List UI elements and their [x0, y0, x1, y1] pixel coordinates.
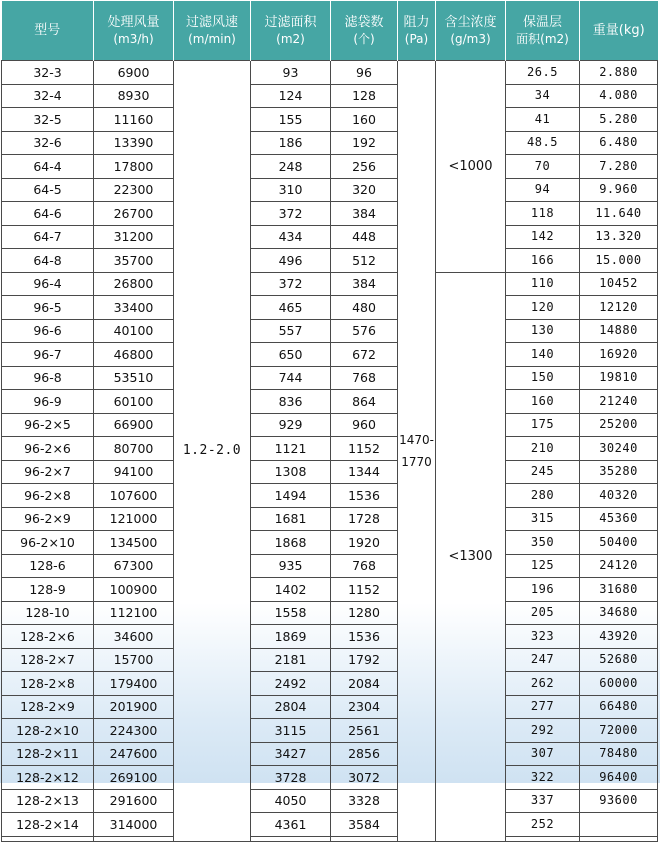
weight-cell: 10452	[580, 272, 658, 296]
insulation-area-cell: 280	[506, 484, 580, 508]
model-cell: 128-2×6	[2, 625, 94, 649]
table-row	[2, 719, 658, 743]
airflow-cell: 11160	[94, 108, 174, 132]
filter-area-cell: 155	[251, 108, 331, 132]
table-row	[2, 390, 658, 414]
model-cell: 32-3	[2, 61, 94, 85]
insulation-area-cell: 110	[506, 272, 580, 296]
model-cell: 96-4	[2, 272, 94, 296]
model-cell: 128-2×8	[2, 672, 94, 696]
weight-cell: 11.640	[580, 202, 658, 226]
bag-count-cell: 384	[331, 272, 398, 296]
model-cell: 64-4	[2, 155, 94, 179]
filter-area-cell: 248	[251, 155, 331, 179]
model-cell: 64-7	[2, 225, 94, 249]
airflow-cell: 31200	[94, 225, 174, 249]
insulation-area-cell: 292	[506, 719, 580, 743]
table-row	[2, 578, 658, 602]
filter-area-cell: 1681	[251, 507, 331, 531]
filter-area-cell: 4050	[251, 789, 331, 813]
insulation-area-cell: 350	[506, 531, 580, 555]
bag-count-cell: 512	[331, 249, 398, 273]
weight-cell: 72000	[580, 719, 658, 743]
insulation-area-cell: 150	[506, 366, 580, 390]
filter-area-cell: 1402	[251, 578, 331, 602]
bag-count-cell: 480	[331, 296, 398, 320]
bag-count-cell: 1536	[331, 625, 398, 649]
weight-cell: 6.480	[580, 131, 658, 155]
filter-area-cell: 93	[251, 61, 331, 85]
table-row	[2, 531, 658, 555]
airflow-cell: 94100	[94, 460, 174, 484]
airflow-cell: 34600	[94, 625, 174, 649]
model-cell: 64-6	[2, 202, 94, 226]
filter-area-cell: 1868	[251, 531, 331, 555]
filter-area-cell: 1558	[251, 601, 331, 625]
insulation-area-cell: 48.5	[506, 131, 580, 155]
insulation-area-cell: 247	[506, 648, 580, 672]
insulation-area-cell: 41	[506, 108, 580, 132]
insulation-area-cell: 94	[506, 178, 580, 202]
weight-cell: 96400	[580, 766, 658, 790]
airflow-cell: 8930	[94, 84, 174, 108]
model-cell: 96-7	[2, 343, 94, 367]
insulation-area-cell: 125	[506, 554, 580, 578]
bag-count-cell: 1344	[331, 460, 398, 484]
bag-count-cell: 160	[331, 108, 398, 132]
header-row	[2, 1, 658, 61]
insulation-area-cell: 323	[506, 625, 580, 649]
table-row	[2, 672, 658, 696]
filter-area-cell: 1494	[251, 484, 331, 508]
table-row	[2, 178, 658, 202]
model-cell: 96-6	[2, 319, 94, 343]
weight-cell: 2.880	[580, 61, 658, 85]
bag-count-cell: 1920	[331, 531, 398, 555]
header-dust-concentration: 含尘浓度 (g/m3)	[436, 1, 506, 61]
weight-cell: 4.080	[580, 84, 658, 108]
airflow-cell: 121000	[94, 507, 174, 531]
model-cell: 64-8	[2, 249, 94, 273]
airflow-cell: 53510	[94, 366, 174, 390]
spacer-cell	[331, 836, 398, 841]
bag-count-cell: 960	[331, 413, 398, 437]
table-row	[2, 742, 658, 766]
weight-cell: 15.000	[580, 249, 658, 273]
bag-count-cell: 1152	[331, 437, 398, 461]
bag-count-cell: 384	[331, 202, 398, 226]
table-row	[2, 84, 658, 108]
weight-cell: 34680	[580, 601, 658, 625]
model-cell: 128-2×13	[2, 789, 94, 813]
model-cell: 32-6	[2, 131, 94, 155]
bag-count-cell: 2856	[331, 742, 398, 766]
weight-cell: 93600	[580, 789, 658, 813]
model-cell: 128-2×14	[2, 813, 94, 837]
dust-concentration-cell: <1000	[436, 61, 506, 273]
table-row	[2, 601, 658, 625]
insulation-area-cell: 196	[506, 578, 580, 602]
weight-cell: 7.280	[580, 155, 658, 179]
weight-cell: 52680	[580, 648, 658, 672]
airflow-cell: 17800	[94, 155, 174, 179]
table-row	[2, 225, 658, 249]
airflow-cell: 100900	[94, 578, 174, 602]
airflow-cell: 224300	[94, 719, 174, 743]
insulation-area-cell: 262	[506, 672, 580, 696]
weight-cell: 30240	[580, 437, 658, 461]
table-row	[2, 202, 658, 226]
filter-area-cell: 557	[251, 319, 331, 343]
filter-area-cell: 836	[251, 390, 331, 414]
table-row	[2, 319, 658, 343]
weight-cell: 5.280	[580, 108, 658, 132]
filter-area-cell: 372	[251, 272, 331, 296]
weight-cell: 16920	[580, 343, 658, 367]
filter-area-cell: 2181	[251, 648, 331, 672]
filter-area-cell: 496	[251, 249, 331, 273]
filter-area-cell: 4361	[251, 813, 331, 837]
resistance-cell	[398, 61, 436, 842]
weight-cell: 78480	[580, 742, 658, 766]
insulation-area-cell: 245	[506, 460, 580, 484]
bag-count-cell: 2561	[331, 719, 398, 743]
airflow-cell: 6900	[94, 61, 174, 85]
table-row	[2, 272, 658, 296]
bag-count-cell: 3072	[331, 766, 398, 790]
airflow-cell: 60100	[94, 390, 174, 414]
airflow-cell: 201900	[94, 695, 174, 719]
filter-area-cell: 3728	[251, 766, 331, 790]
bag-count-cell: 448	[331, 225, 398, 249]
model-cell: 96-2×9	[2, 507, 94, 531]
table-row	[2, 437, 658, 461]
bag-count-cell: 864	[331, 390, 398, 414]
header-filter-area: 过滤面积 (m2)	[251, 1, 331, 61]
insulation-area-cell: 70	[506, 155, 580, 179]
airflow-cell: 13390	[94, 131, 174, 155]
airflow-cell: 33400	[94, 296, 174, 320]
insulation-area-cell: 118	[506, 202, 580, 226]
filter-area-cell: 465	[251, 296, 331, 320]
model-cell: 96-2×8	[2, 484, 94, 508]
table-row	[2, 108, 658, 132]
table-row	[2, 766, 658, 790]
bag-count-cell: 1152	[331, 578, 398, 602]
insulation-area-cell: 166	[506, 249, 580, 273]
airflow-cell: 247600	[94, 742, 174, 766]
airflow-cell: 179400	[94, 672, 174, 696]
resistance-value-bottom: 1770	[401, 454, 432, 469]
table-row	[2, 625, 658, 649]
model-cell: 128-2×9	[2, 695, 94, 719]
airflow-cell: 26700	[94, 202, 174, 226]
filter-area-cell: 1121	[251, 437, 331, 461]
bag-count-cell: 576	[331, 319, 398, 343]
bag-count-cell: 1792	[331, 648, 398, 672]
model-cell: 32-5	[2, 108, 94, 132]
table-row	[2, 366, 658, 390]
spacer-cell	[2, 836, 94, 841]
insulation-area-cell: 130	[506, 319, 580, 343]
filter-area-cell: 3427	[251, 742, 331, 766]
insulation-area-cell: 142	[506, 225, 580, 249]
table-row	[2, 131, 658, 155]
weight-cell: 12120	[580, 296, 658, 320]
airflow-cell: 269100	[94, 766, 174, 790]
bag-count-cell: 128	[331, 84, 398, 108]
weight-cell: 35280	[580, 460, 658, 484]
filter-area-cell: 650	[251, 343, 331, 367]
insulation-area-cell: 34	[506, 84, 580, 108]
airflow-cell: 134500	[94, 531, 174, 555]
table-row	[2, 61, 658, 85]
table-row	[2, 484, 658, 508]
table-row	[2, 249, 658, 273]
resistance-value-top: 1470-	[399, 432, 434, 447]
weight-cell: 40320	[580, 484, 658, 508]
header-resistance: 阻力 (Pa)	[398, 1, 436, 61]
filter-area-cell: 2492	[251, 672, 331, 696]
table-row	[2, 813, 658, 837]
airflow-cell: 46800	[94, 343, 174, 367]
bag-count-cell: 256	[331, 155, 398, 179]
bag-count-cell: 672	[331, 343, 398, 367]
filter-area-cell: 744	[251, 366, 331, 390]
weight-cell: 9.960	[580, 178, 658, 202]
table-row	[2, 554, 658, 578]
bag-count-cell: 2304	[331, 695, 398, 719]
table-row	[2, 789, 658, 813]
insulation-area-cell: 120	[506, 296, 580, 320]
header-airflow: 处理风量 (m3/h)	[94, 1, 174, 61]
bag-count-cell: 768	[331, 554, 398, 578]
insulation-area-cell: 307	[506, 742, 580, 766]
weight-cell: 43920	[580, 625, 658, 649]
table-row	[2, 296, 658, 320]
airflow-cell: 291600	[94, 789, 174, 813]
filter-speed-cell: 1.2-2.0	[174, 61, 251, 842]
model-cell: 96-2×5	[2, 413, 94, 437]
insulation-area-cell: 315	[506, 507, 580, 531]
table-row	[2, 413, 658, 437]
insulation-area-cell: 210	[506, 437, 580, 461]
model-cell: 96-2×6	[2, 437, 94, 461]
airflow-cell: 107600	[94, 484, 174, 508]
weight-cell	[580, 813, 658, 837]
insulation-area-cell: 322	[506, 766, 580, 790]
airflow-cell: 40100	[94, 319, 174, 343]
table-row	[2, 695, 658, 719]
model-cell: 96-2×10	[2, 531, 94, 555]
insulation-area-cell: 26.5	[506, 61, 580, 85]
bag-count-cell: 768	[331, 366, 398, 390]
dust-concentration-cell: <1300	[436, 272, 506, 841]
weight-cell: 50400	[580, 531, 658, 555]
filter-area-cell: 1869	[251, 625, 331, 649]
model-cell: 128-2×12	[2, 766, 94, 790]
insulation-area-cell: 205	[506, 601, 580, 625]
filter-area-cell: 186	[251, 131, 331, 155]
airflow-cell: 67300	[94, 554, 174, 578]
table-row	[2, 155, 658, 179]
weight-cell: 25200	[580, 413, 658, 437]
filter-area-cell: 434	[251, 225, 331, 249]
bag-count-cell: 96	[331, 61, 398, 85]
model-cell: 128-2×7	[2, 648, 94, 672]
airflow-cell: 314000	[94, 813, 174, 837]
header-insulation-area: 保温层 面积(m2)	[506, 1, 580, 61]
header-bag-count: 滤袋数 (个)	[331, 1, 398, 61]
insulation-area-cell: 160	[506, 390, 580, 414]
model-cell: 96-5	[2, 296, 94, 320]
filter-area-cell: 124	[251, 84, 331, 108]
spec-table	[1, 1, 658, 842]
bag-count-cell: 2084	[331, 672, 398, 696]
insulation-area-cell: 337	[506, 789, 580, 813]
model-cell: 128-6	[2, 554, 94, 578]
bag-count-cell: 3584	[331, 813, 398, 837]
airflow-cell: 35700	[94, 249, 174, 273]
model-cell: 128-9	[2, 578, 94, 602]
weight-cell: 31680	[580, 578, 658, 602]
spacer-row	[2, 836, 658, 841]
model-cell: 96-9	[2, 390, 94, 414]
filter-area-cell: 929	[251, 413, 331, 437]
spacer-cell	[94, 836, 174, 841]
airflow-cell: 26800	[94, 272, 174, 296]
weight-cell: 21240	[580, 390, 658, 414]
spacer-cell	[506, 836, 580, 841]
airflow-cell: 22300	[94, 178, 174, 202]
weight-cell: 13.320	[580, 225, 658, 249]
bag-count-cell: 192	[331, 131, 398, 155]
weight-cell: 45360	[580, 507, 658, 531]
airflow-cell: 15700	[94, 648, 174, 672]
bag-count-cell: 320	[331, 178, 398, 202]
insulation-area-cell: 277	[506, 695, 580, 719]
model-cell: 96-2×7	[2, 460, 94, 484]
weight-cell: 60000	[580, 672, 658, 696]
filter-area-cell: 935	[251, 554, 331, 578]
model-cell: 96-8	[2, 366, 94, 390]
model-cell: 128-2×11	[2, 742, 94, 766]
filter-area-cell: 310	[251, 178, 331, 202]
filter-area-cell: 1308	[251, 460, 331, 484]
model-cell: 64-5	[2, 178, 94, 202]
filter-area-cell: 372	[251, 202, 331, 226]
weight-cell: 66480	[580, 695, 658, 719]
table-row	[2, 648, 658, 672]
table-row	[2, 343, 658, 367]
spacer-cell	[251, 836, 331, 841]
spacer-cell	[580, 836, 658, 841]
bag-count-cell: 3328	[331, 789, 398, 813]
table-body	[2, 61, 658, 842]
bag-count-cell: 1728	[331, 507, 398, 531]
filter-area-cell: 3115	[251, 719, 331, 743]
bag-count-cell: 1536	[331, 484, 398, 508]
model-cell: 128-10	[2, 601, 94, 625]
header-weight: 重量(kg)	[580, 1, 658, 61]
insulation-area-cell: 175	[506, 413, 580, 437]
airflow-cell: 66900	[94, 413, 174, 437]
airflow-cell: 112100	[94, 601, 174, 625]
header-model: 型号	[2, 1, 94, 61]
model-cell: 32-4	[2, 84, 94, 108]
table-row	[2, 507, 658, 531]
filter-area-cell: 2804	[251, 695, 331, 719]
weight-cell: 14880	[580, 319, 658, 343]
insulation-area-cell: 252	[506, 813, 580, 837]
model-cell: 128-2×10	[2, 719, 94, 743]
weight-cell: 19810	[580, 366, 658, 390]
bag-count-cell: 1280	[331, 601, 398, 625]
table-row	[2, 460, 658, 484]
insulation-area-cell: 140	[506, 343, 580, 367]
weight-cell: 24120	[580, 554, 658, 578]
header-filter-speed: 过滤风速 (m/min)	[174, 1, 251, 61]
airflow-cell: 80700	[94, 437, 174, 461]
